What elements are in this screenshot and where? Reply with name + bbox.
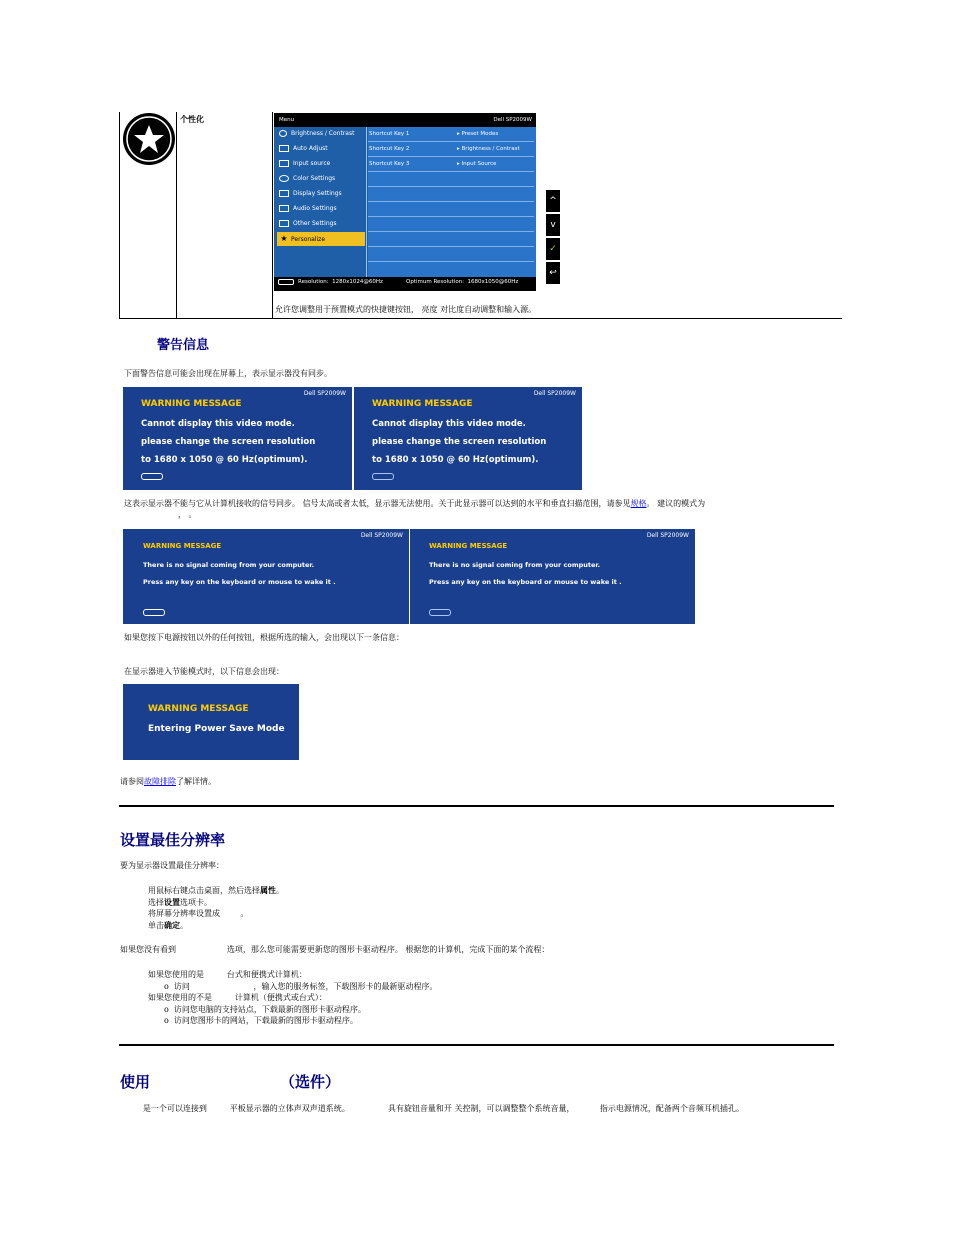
speaker-icon [279, 205, 289, 212]
dell-computer-case: 如果您使用的是 台式和便携式计算机： [148, 970, 307, 979]
other-settings-icon [279, 220, 289, 227]
shortcut-value-3: ▸ Input Source [457, 161, 497, 167]
warning-box-no-signal-1: Dell SP2009W WARNING MESSAGE There is no signal coming from your computer. Press any key on the keyboard or mouse to wake it . [123, 529, 409, 624]
see-troubleshooting: 请参阅故障排除了解详情。 [120, 777, 216, 786]
star-icon: ★ [280, 234, 288, 243]
non-dell-step-2: o 访问您图形卡的网站，下载最新的图形卡驱动程序。 [164, 1016, 358, 1025]
soundbar-heading-b: （选件） [280, 1073, 341, 1091]
sync-description-cont: ， 。 [178, 510, 197, 519]
vga-connector-icon [278, 279, 294, 285]
osd-item-auto-adjust[interactable]: Auto Adjust [277, 142, 365, 156]
warning-box-video-mode-1: Dell SP2009W WARNING MESSAGE Cannot display this video mode. please change the screen resolution to 1680 x 1050 @ 60 Hz(optimum). [123, 387, 352, 490]
no-signal-description: 如果您按下电源按钮以外的任何按钮，根据所选的输入，会出现以下一条信息： [124, 633, 404, 642]
section-divider [119, 805, 834, 807]
display-icon [279, 190, 289, 197]
sync-description: 这表示显示器不能与它从计算机接收的信号同步。 信号太高或者太低，显示器无法使用。关于此显示器可以达到的水平和垂直扫描范围，请参见规格。 建议的模式为 [124, 499, 706, 508]
back-button[interactable]: ↩ [546, 262, 560, 284]
shortcut-key-3[interactable]: Shortcut Key 3 [369, 161, 410, 167]
troubleshooting-link[interactable]: 故障排除 [144, 777, 176, 786]
osd-menu-title: Menu [279, 117, 295, 123]
input-icon [279, 160, 289, 167]
vga-connector-icon [141, 473, 163, 480]
warning-box-video-mode-2: Dell SP2009W WARNING MESSAGE Cannot display this video mode. please change the screen resolution to 1680 x 1050 @ 60 Hz(optimum). [354, 387, 582, 490]
soundbar-heading-a: 使用 [120, 1073, 151, 1091]
osd-item-brightness[interactable]: Brightness / Contrast [277, 127, 365, 141]
non-dell-computer-case: 如果您使用的不是 计算机（便携式或台式）： [148, 993, 327, 1002]
osd-optimum-resolution: Optimum Resolution: 1680x1050@60Hz [406, 279, 519, 285]
personalize-description: 允许您调整用于预置模式的快捷键按钮， 亮度 对比度自动调整和输入源。 [275, 305, 537, 314]
personalize-star-icon [123, 113, 175, 165]
vga-connector-icon [143, 609, 165, 616]
osd-item-other-settings[interactable]: Other Settings [277, 217, 365, 231]
section-divider [119, 1044, 834, 1046]
osd-item-audio-settings[interactable]: Audio Settings [277, 202, 365, 216]
personalize-label: 个性化 [180, 115, 204, 124]
auto-adjust-icon [279, 145, 289, 152]
up-arrow-button[interactable]: ^ [546, 190, 560, 212]
resolution-step-3: 将屏幕分辨率设置成 。 [148, 909, 249, 918]
warning-box-power-save: WARNING MESSAGE Entering Power Save Mode [123, 684, 299, 760]
sun-icon [279, 130, 287, 137]
soundbar-description: 是一个可以连接到 平板显示器的立体声双声道系统。 具有旋钮音量和开 关控制，可以调整整个系统音量， 指示电源情况，配备两个音频耳机插孔。 [120, 1104, 744, 1113]
non-dell-step-1: o 访问您电脑的支持站点，下载最新的图形卡驱动程序。 [164, 1005, 366, 1014]
dvi-connector-icon [372, 473, 394, 480]
osd-model: Dell SP2009W [493, 117, 532, 123]
resolution-step-1: 用鼠标右键点击桌面，然后选择属性。 [148, 886, 284, 895]
resolution-heading: 设置最佳分辨率 [120, 831, 226, 849]
osd-item-input-source[interactable]: Input source [277, 157, 365, 171]
osd-side-buttons [546, 190, 560, 286]
shortcut-key-1[interactable]: Shortcut Key 1 [369, 131, 410, 137]
resolution-intro: 要为显示器设置最佳分辨率： [120, 861, 224, 870]
dvi-connector-icon [429, 609, 451, 616]
resolution-not-seen: 如果您没有看到 选项，那么您可能需要更新您的图形卡驱动程序。 根据您的计算机，完成下面的某个流程： [120, 945, 550, 954]
resolution-step-2: 选择设置选项卡。 [148, 898, 212, 907]
dell-computer-step: o 访问 ，输入您的服务标签，下载图形卡的最新驱动程序。 [164, 982, 438, 991]
resolution-step-4: 单击确定。 [148, 921, 188, 930]
power-save-intro: 在显示器进入节能模式时，以下信息会出现： [124, 667, 284, 676]
osd-item-personalize[interactable]: ★ Personalize [277, 232, 365, 246]
warning-intro: 下面警告信息可能会出现在屏幕上，表示显示器没有同步。 [124, 369, 332, 378]
shortcut-key-2[interactable]: Shortcut Key 2 [369, 146, 410, 152]
warning-box-no-signal-2: Dell SP2009W WARNING MESSAGE There is no signal coming from your computer. Press any key on the keyboard or mouse to wake it . [410, 529, 695, 624]
down-arrow-button[interactable]: v [546, 214, 560, 236]
color-icon [279, 175, 289, 182]
shortcut-value-1: ▸ Preset Modes [457, 131, 499, 137]
shortcut-value-2: ▸ Brightness / Contrast [457, 146, 520, 152]
osd-item-display-settings[interactable]: Display Settings [277, 187, 365, 201]
check-button[interactable]: ✓ [546, 238, 560, 260]
specifications-link[interactable]: 规格 [630, 499, 647, 508]
osd-item-color-settings[interactable]: Color Settings [277, 172, 365, 186]
osd-resolution: Resolution: 1280x1024@60Hz [298, 279, 383, 285]
warning-heading: 警告信息 [157, 338, 210, 353]
osd-menu-screenshot [274, 113, 536, 291]
